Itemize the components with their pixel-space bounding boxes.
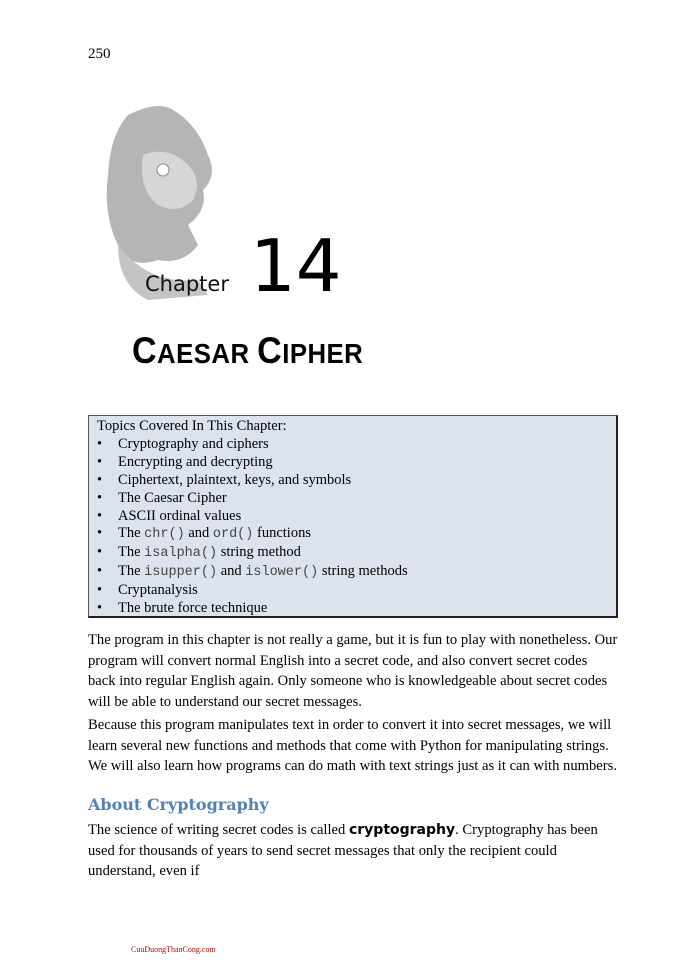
page-number: 250 [88, 46, 111, 62]
topic-item: • The chr() and ord() functions [97, 525, 608, 544]
body-paragraph: The science of writing secret codes is called cryptography. Cryptography has been used for thousands of years to send secret messages that only the recipient could understand, even if [88, 822, 598, 879]
chapter-title: CAESAR CIPHER [132, 330, 364, 371]
topic-item: • Cryptography and ciphers [97, 436, 608, 454]
chapter-number: 14 [250, 224, 342, 303]
topics-heading: Topics Covered In This Chapter: [97, 418, 287, 434]
body-paragraph: Because this program manipulates text in order to convert it into secret messages, we will learn several new functions and methods that come with Python for manipulating strings. We will also learn how programs can do math with text strings just as it can with numbers. [88, 717, 617, 774]
topics-box [88, 415, 618, 618]
body-paragraph: The program in this chapter is not really a game, but it is fun to play with nonetheless. Our program will convert normal English into a secret code, and also convert secret codes back into regular English again. Only someone who is knowledgeable about secret codes will be able to understand our secret messages. [88, 632, 618, 710]
topic-item: • The isupper() and islower() string methods [97, 563, 608, 582]
topic-item: • The Caesar Cipher [97, 490, 608, 508]
topic-item: • Cryptanalysis [97, 582, 608, 600]
topic-item: • Encrypting and decrypting [97, 454, 608, 472]
chapter-dragon-illustration [88, 95, 348, 303]
topic-item: • ASCII ordinal values [97, 508, 608, 526]
topic-item: • Ciphertext, plaintext, keys, and symbols [97, 472, 608, 490]
chapter-label: Chapter [145, 272, 229, 296]
topic-item: • The brute force technique [97, 600, 608, 618]
topic-item: • The isalpha() string method [97, 544, 608, 563]
footer-link[interactable]: CuuDuongThanCong.com [131, 945, 216, 954]
section-heading: About Cryptography [88, 795, 269, 814]
